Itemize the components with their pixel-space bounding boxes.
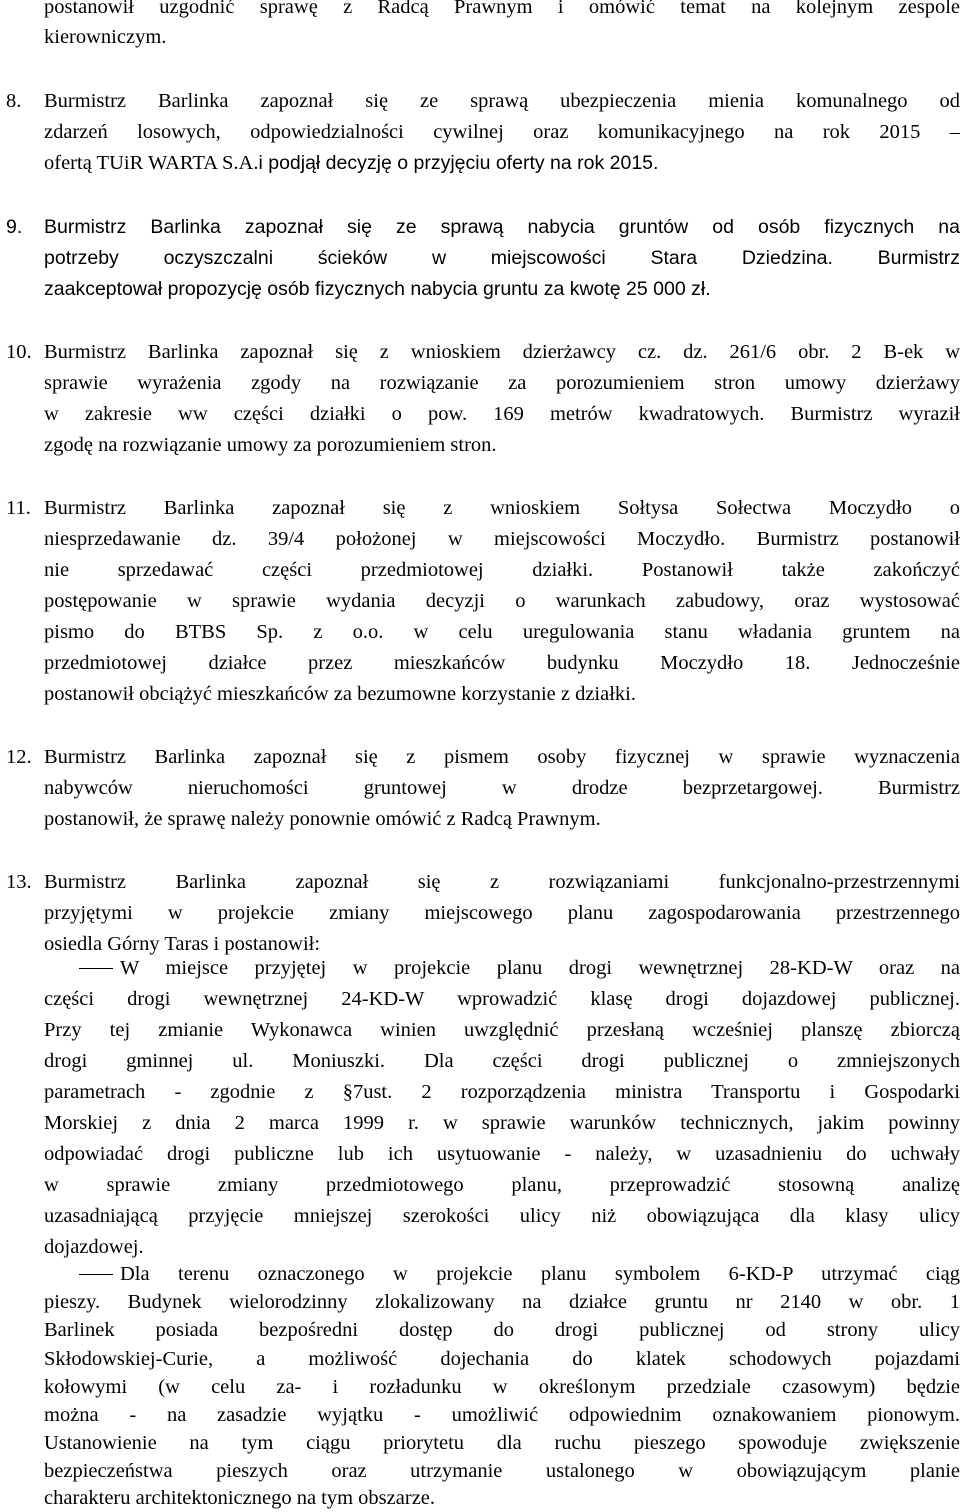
- dash-bullet-marker: [79, 1274, 113, 1275]
- text-line: postanowił uzgodnić sprawę z Radcą Prawnym i omówić temat na kolejnym zespole: [44, 0, 960, 18]
- text-line: Burmistrz Barlinka zapoznał się z wnioskiem Sołtysa Sołectwa Moczydło o: [44, 497, 960, 519]
- text-line: przyjętymi w projekcie zmiany miejscowego planu zagospodarowania przestrzennego: [44, 902, 960, 924]
- text-line: Dla terenu oznaczonego w projekcie planu symbolem 6-KD-P utrzymać ciąg: [120, 1263, 960, 1285]
- text-line: części drogi wewnętrznej 24-KD-W wprowadzić klasę drogi dojazdowej publicznej.: [44, 988, 960, 1010]
- text-line: zgodę na rozwiązanie umowy za porozumieniem stron.: [44, 434, 497, 456]
- text-run-sans: i podjął decyzję o przyjęciu oferty na rok 2015.: [258, 152, 659, 174]
- item-number: 11.: [6, 497, 31, 519]
- text-line: kierowniczym.: [44, 26, 167, 48]
- item-number: 8.: [6, 90, 22, 112]
- text-line: nie sprzedawać części przedmiotowej działki. Postanowił także zakończyć: [44, 559, 960, 581]
- text-line: postanowił obciążyć mieszkańców za bezumowne korzystanie z działki.: [44, 683, 636, 705]
- dash-bullet-marker: [79, 968, 113, 969]
- text-line: postępowanie w sprawie wydania decyzji o warunkach zabudowy, oraz wystosować: [44, 590, 960, 612]
- text-line: Przy tej zmianie Wykonawca winien uwzględnić przesłaną wcześniej planszę zbiorczą: [44, 1019, 960, 1041]
- text-line: zaakceptował propozycję osób fizycznych nabycia gruntu za kwotę 25 000 zł.: [44, 278, 711, 300]
- text-line: pismo do BTBS Sp. z o.o. w celu uregulowania stanu władania gruntem na: [44, 621, 960, 643]
- text-line: drogi gminnej ul. Moniuszki. Dla części drogi publicznej o zmniejszonych: [44, 1050, 960, 1072]
- text-line: W miejsce przyjętej w projekcie planu drogi wewnętrznej 28-KD-W oraz na: [120, 957, 960, 979]
- text-line: kołowymi (w celu za- i rozładunku w określonym przedziale czasowym) będzie: [44, 1375, 960, 1398]
- text-line: można - na zasadzie wyjątku - umożliwić odpowiednim oznakowaniem pionowym.: [44, 1404, 960, 1426]
- text-line: potrzeby oczyszczalni ścieków w miejscowości Stara Dziedzina. Burmistrz: [44, 247, 960, 269]
- text-line: Ustanowienie na tym ciągu priorytetu dla ruchu pieszego spowoduje zwiększenie: [44, 1432, 960, 1455]
- text-line: Morskiej z dnia 2 marca 1999 r. w sprawie warunków technicznych, jakim powinny: [44, 1112, 960, 1134]
- text-line: osiedla Górny Taras i postanowił:: [44, 933, 321, 955]
- text-line: niesprzedawanie dz. 39/4 położonej w miejscowości Moczydło. Burmistrz postanowił: [44, 528, 960, 550]
- text-line: Burmistrz Barlinka zapoznał się z wnioskiem dzierżawcy cz. dz. 261/6 obr. 2 B-ek w: [44, 341, 960, 363]
- text-line: przedmiotowej działce przez mieszkańców budynku Moczydło 18. Jednocześnie: [44, 652, 960, 674]
- text-line: Burmistrz Barlinka zapoznał się ze sprawą nabycia gruntów od osób fizycznych na: [44, 216, 960, 238]
- item-number: 10.: [6, 341, 32, 363]
- text-line: Barlinek posiada bezpośredni dostęp do drogi publicznej od strony ulicy: [44, 1319, 960, 1342]
- text-line: parametrach - zgodnie z §7ust. 2 rozporządzenia ministra Transportu i Gospodarki: [44, 1081, 960, 1103]
- text-run: ofertą TUiR WARTA S.A.: [44, 152, 259, 174]
- text-line: nabywców nieruchomości gruntowej w drodze bezprzetargowej. Burmistrz: [44, 777, 960, 799]
- text-line: [44, 148, 658, 179]
- text-line: zdarzeń losowych, odpowiedzialności cywilnej oraz komunikacyjnego na rok 2015 –: [44, 121, 960, 143]
- text-line: uzasadniającą przyjęcie mniejszej szerokości ulicy niż obowiązująca dla klasy ulicy: [44, 1205, 960, 1227]
- text-line: charakteru architektonicznego na tym obszarze.: [44, 1486, 436, 1509]
- text-line: bezpieczeństwa pieszych oraz utrzymanie ustalonego w obowiązującym planie: [44, 1460, 960, 1483]
- text-line: Burmistrz Barlinka zapoznał się z pismem osoby fizycznej w sprawie wyznaczenia: [44, 746, 960, 768]
- text-line: Burmistrz Barlinka zapoznał się ze sprawą ubezpieczenia mienia komunalnego od: [44, 90, 960, 112]
- text-line: sprawie wyrażenia zgody na rozwiązanie za porozumieniem stron umowy dzierżawy: [44, 372, 960, 394]
- text-line: w zakresie ww części działki o pow. 169 metrów kwadratowych. Burmistrz wyraził: [44, 403, 960, 425]
- item-number: 12.: [6, 746, 32, 768]
- text-line: Skłodowskiej-Curie, a możliwość dojechania do klatek schodowych pojazdami: [44, 1347, 960, 1370]
- text-line: postanowił, że sprawę należy ponownie omówić z Radcą Prawnym.: [44, 808, 601, 830]
- text-line: pieszy. Budynek wielorodzinny zlokalizowany na działce gruntu nr 2140 w obr. 1: [44, 1291, 960, 1314]
- item-number: 9.: [6, 216, 23, 238]
- text-line: dojazdowej.: [44, 1236, 144, 1258]
- text-line: odpowiadać drogi publiczne lub ich usytuowanie - należy, w uzasadnieniu do uchwały: [44, 1143, 960, 1165]
- text-line: Burmistrz Barlinka zapoznał się z rozwiązaniami funkcjonalno-przestrzennymi: [44, 871, 960, 893]
- item-number: 13.: [6, 871, 32, 893]
- text-line: w sprawie zmiany przedmiotowego planu, przeprowadzić stosowną analizę: [44, 1174, 960, 1196]
